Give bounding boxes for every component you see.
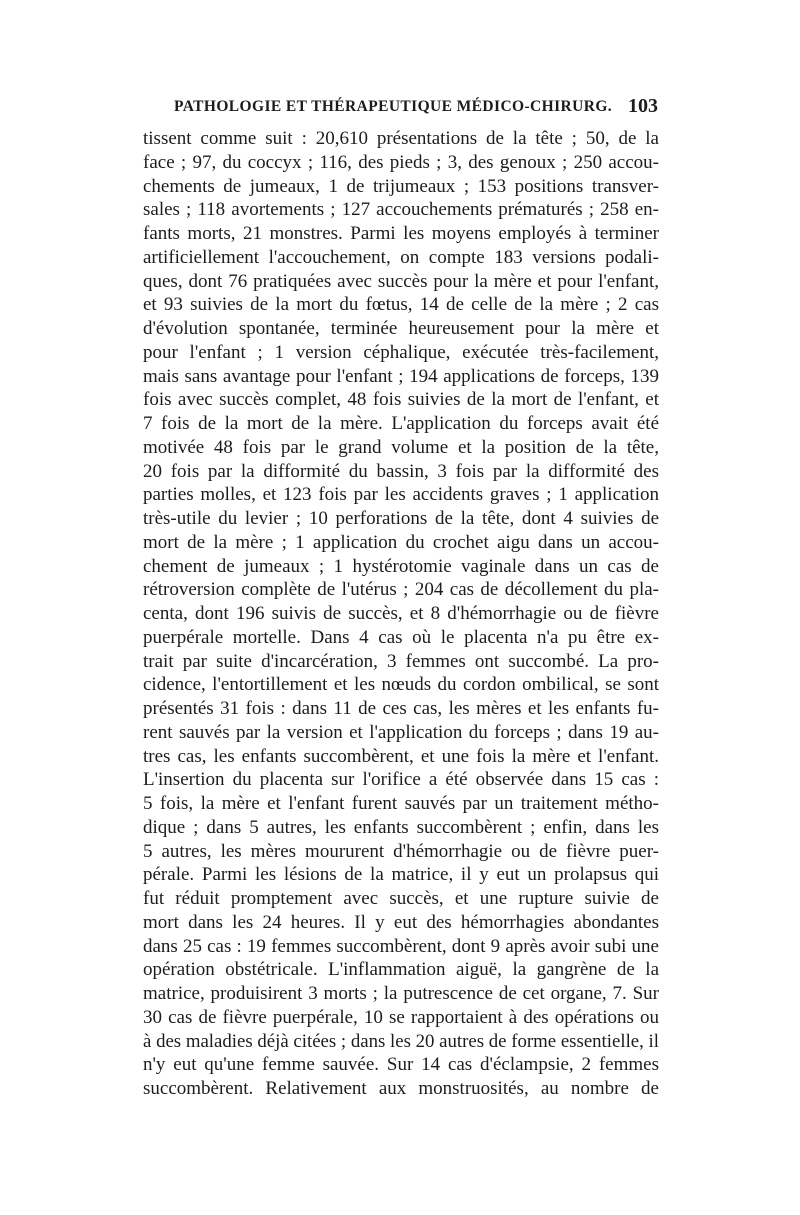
text-line: succombèrent. Relativement aux monstruosités, au nombre de xyxy=(143,1078,659,1099)
running-title: PATHOLOGIE ET THÉRAPEUTIQUE MÉDICO-CHIRURG. xyxy=(174,98,613,115)
text-line: mort dans les 24 heures. Il y eut des hémorrhagies abondantes xyxy=(143,911,659,933)
text-line: dans 25 cas : 19 femmes succombèrent, dont 9 après avoir subi une xyxy=(143,935,659,957)
text-line: L'insertion du placenta sur l'orifice a été observée dans 15 cas : xyxy=(143,769,659,791)
text-line: tres cas, les enfants succombèrent, et une fois la mère et l'enfant. xyxy=(143,745,659,767)
text-line: présentés 31 fois : dans 11 de ces cas, les mères et les enfants fu- xyxy=(143,698,659,719)
text-line: mais sans avantage pour l'enfant ; 194 applications de forceps, 139 xyxy=(143,365,659,387)
body-text xyxy=(143,127,659,1101)
text-line: fants morts, 21 monstres. Parmi les moyens employés à terminer xyxy=(143,223,659,244)
text-line: 5 autres, les mères moururent d'hémorrhagie ou de fièvre puer- xyxy=(143,840,659,862)
text-line: et 93 suivies de la mort du fœtus, 14 de celle de la mère ; 2 cas xyxy=(143,294,659,316)
text-line: puerpérale mortelle. Dans 4 cas où le placenta n'a pu être ex- xyxy=(143,626,659,648)
text-line: à des maladies déjà citées ; dans les 20 autres de forme essentielle, il xyxy=(143,1030,659,1052)
text-line: motivée 48 fois par le grand volume et la position de la tête, xyxy=(143,436,659,458)
text-line: chement de jumeaux ; 1 hystérotomie vaginale dans un cas de xyxy=(143,555,659,577)
text-line: sales ; 118 avortements ; 127 accouchements prématurés ; 258 en- xyxy=(143,199,659,221)
text-line: pérale. Parmi les lésions de la matrice, il y eut un prolapsus qui xyxy=(143,864,659,886)
page-header xyxy=(174,96,658,126)
text-line: n'y eut qu'une femme sauvée. Sur 14 cas d'éclampsie, 2 femmes xyxy=(143,1054,659,1076)
text-line: matrice, produisirent 3 morts ; la putrescence de cet organe, 7. Sur xyxy=(143,983,659,1004)
text-line: dique ; dans 5 autres, les enfants succombèrent ; enfin, dans les xyxy=(143,816,659,838)
text-line: d'évolution spontanée, terminée heureusement pour la mère et xyxy=(143,318,659,339)
page-number: 103 xyxy=(628,95,658,117)
text-line: ques, dont 76 pratiquées avec succès pour la mère et pour l'enfant, xyxy=(143,270,659,292)
text-line: pour l'enfant ; 1 version céphalique, exécutée très-facilement, xyxy=(143,341,659,363)
text-line: parties molles, et 123 fois par les accidents graves ; 1 application xyxy=(143,484,659,506)
text-line: fut réduit promptement avec succès, et une rupture suivie de xyxy=(143,888,659,909)
text-line: rétroversion complète de l'utérus ; 204 cas de décollement du pla- xyxy=(143,579,659,601)
text-line: fois avec succès complet, 48 fois suivies de la mort de l'enfant, et xyxy=(143,389,659,411)
text-line: centa, dont 196 suivis de succès, et 8 d'hémorrhagie ou de fièvre xyxy=(143,603,659,624)
text-line: artificiellement l'accouchement, on compte 183 versions podali- xyxy=(143,246,659,268)
text-line: 30 cas de fièvre puerpérale, 10 se rapportaient à des opérations ou xyxy=(143,1006,659,1028)
text-line: opération obstétricale. L'inflammation aiguë, la gangrène de la xyxy=(143,959,659,981)
text-line: 5 fois, la mère et l'enfant furent sauvés par un traitement métho- xyxy=(143,793,659,814)
text-line: très-utile du levier ; 10 perforations de la tête, dont 4 suivies de xyxy=(143,508,659,529)
text-line: mort de la mère ; 1 application du crochet aigu dans un accou- xyxy=(143,531,659,553)
text-line: 20 fois par la difformité du bassin, 3 fois par la difformité des xyxy=(143,460,659,482)
text-line: trait par suite d'incarcération, 3 femmes ont succombé. La pro- xyxy=(143,650,659,672)
text-line: 7 fois de la mort de la mère. L'application du forceps avait été xyxy=(143,413,659,434)
text-line: face ; 97, du coccyx ; 116, des pieds ; 3, des genoux ; 250 accou- xyxy=(143,151,659,173)
text-line: cidence, l'entortillement et les nœuds du cordon ombilical, se sont xyxy=(143,674,659,696)
text-line: tissent comme suit : 20,610 présentations de la tête ; 50, de la xyxy=(143,128,659,149)
text-line: rent sauvés par la version et l'application du forceps ; dans 19 au- xyxy=(143,721,659,743)
text-line: chements de jumeaux, 1 de trijumeaux ; 153 positions transver- xyxy=(143,175,659,197)
